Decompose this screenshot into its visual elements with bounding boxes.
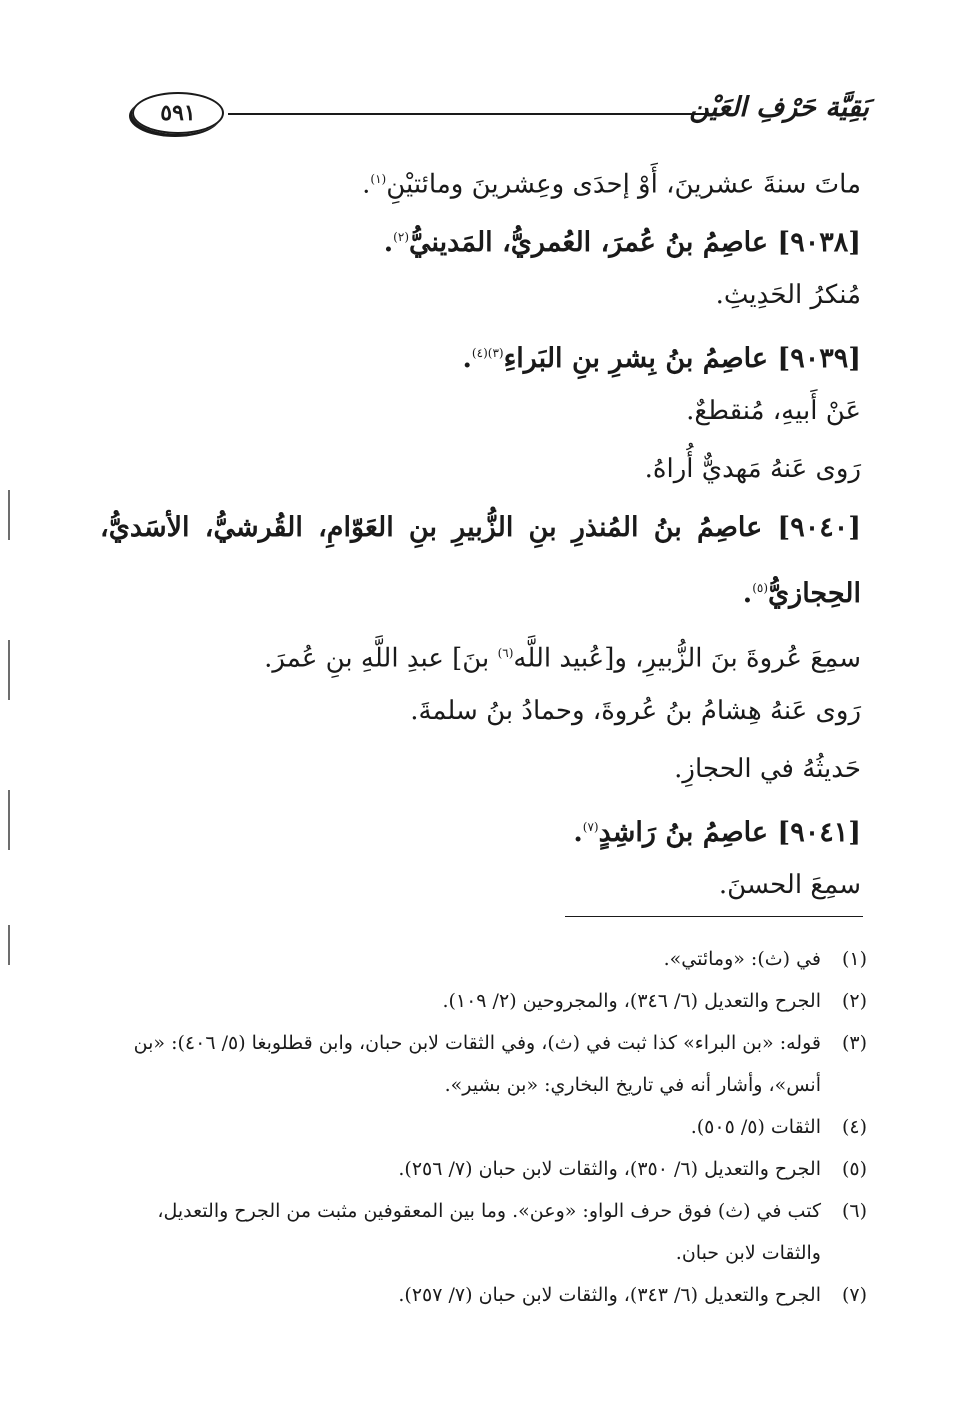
page-header bbox=[120, 92, 869, 138]
scan-margin-mark bbox=[8, 490, 10, 540]
footnote bbox=[100, 1022, 867, 1106]
footnote-ref: (٣)(٤) bbox=[471, 346, 504, 360]
scan-margin-mark bbox=[8, 790, 10, 850]
footnote-number: (٢) bbox=[841, 990, 867, 1012]
footnotes bbox=[100, 938, 867, 1316]
footnote-number: (٦) bbox=[841, 1200, 867, 1222]
footnote bbox=[100, 980, 867, 1022]
entry-heading: [٩٠٣٩] عاصِمُ بنُ بِشرِ بنِ البَراءِ$^{(٣)(٤)}$. bbox=[462, 343, 861, 374]
footnote-ref: (٥) bbox=[752, 581, 769, 595]
text-line: مُنكرُ الحَدِيثِ. bbox=[715, 280, 861, 310]
text-line: سمِعَ الحسنَ. bbox=[718, 870, 861, 900]
text-line: سمِعَ عُروةَ بنَ الزُّبيرِ، و[عُبيد اللَّه$^{(٦)}$ بنَ] عبدِ اللَّهِ بنِ عُمرَ. bbox=[264, 643, 861, 674]
footnote-number: (٧) bbox=[841, 1284, 867, 1306]
scan-margin-mark bbox=[8, 640, 10, 700]
footnote-ref: (٢) bbox=[393, 230, 409, 244]
main-text bbox=[100, 150, 861, 914]
footnote bbox=[100, 1106, 867, 1148]
scan-margin-mark bbox=[8, 925, 10, 965]
footnote-text: الجرح والتعديل (٦/ ٣٤٣)، والثقات لابن حبان (٧/ ٢٥٧). bbox=[398, 1284, 821, 1306]
text-line: رَوى عَنهُ مَهديٌّ أُراهُ. bbox=[644, 454, 861, 484]
footnote-text: في (ث): «ومائتي». bbox=[663, 948, 821, 970]
footnote-number: (١) bbox=[841, 948, 867, 970]
footnote-ref: (٦) bbox=[497, 646, 514, 660]
text-line: عَنْ أَبيهِ، مُنقطعٌ. bbox=[686, 396, 861, 426]
text-line: حَديثُهُ في الحجازِ. bbox=[674, 754, 861, 784]
footnote-number: (٤) bbox=[841, 1116, 867, 1138]
text-line: ماتَ سنةَ عشرينَ، أَوْ إحدَى وعِشرينَ ومائتيْنِ$^{(١)}$. bbox=[362, 169, 861, 200]
footnote-text: الجرح والتعديل (٦/ ٣٥٠)، والثقات لابن حبان (٧/ ٢٥٦). bbox=[398, 1158, 821, 1180]
footnote bbox=[100, 938, 867, 980]
running-title: بَقِيَّة حَرْفِ العَيْن bbox=[689, 92, 869, 123]
entry-heading: [٩٠٤٠] عاصِمُ بنُ المُنذرِ بنِ الزُّبيرِ بنِ العَوّامِ، القُرشيُّ، الأسَديُّ، الحِجازيُّ$^{(٥)}$. bbox=[100, 512, 861, 609]
header-rule bbox=[228, 113, 709, 115]
footnote bbox=[100, 1190, 867, 1274]
entry-heading: [٩٠٤١] عاصِمُ بنُ رَاشِدٍ$^{(٧)}$. bbox=[573, 817, 861, 848]
footnote-number: (٥) bbox=[841, 1158, 867, 1180]
footnote-text: الجرح والتعديل (٦/ ٣٤٦)، والمجروحين (٢/ ١٠٩). bbox=[442, 990, 821, 1012]
footnote-number: (٣) bbox=[841, 1032, 867, 1054]
text-line: رَوى عَنهُ هِشامُ بنُ عُروةَ، وحمادُ بنُ سلمةَ. bbox=[410, 696, 861, 726]
footnote-text: قوله: «بن البراء» كذا ثبت في (ث)، وفي الثقات لابن حبان، وابن قطلوبغا (٥/ ٤٠٦): «بن أنس»، وأشار أنه في تاريخ البخاري: «بن بشير». bbox=[133, 1032, 821, 1096]
footnote-separator bbox=[565, 916, 863, 917]
footnote-text: كتب في (ث) فوق حرف الواو: «وعن». وما بين المعقوفين مثبت من الجرح والتعديل، والثقات لابن حبان. bbox=[157, 1200, 821, 1264]
footnote-ref: (٧) bbox=[582, 820, 599, 834]
page-number: ٥٩١ bbox=[132, 92, 224, 134]
footnote bbox=[100, 1148, 867, 1190]
footnote bbox=[100, 1274, 867, 1316]
footnote-ref: (١) bbox=[370, 172, 387, 186]
entry-heading: [٩٠٣٨] عاصِمُ بنُ عُمرَ، العُمريُّ، المَدينيُّ$^{(٢)}$. bbox=[383, 227, 861, 258]
footnote-text: الثقات (٥/ ٥٠٥). bbox=[690, 1116, 821, 1138]
